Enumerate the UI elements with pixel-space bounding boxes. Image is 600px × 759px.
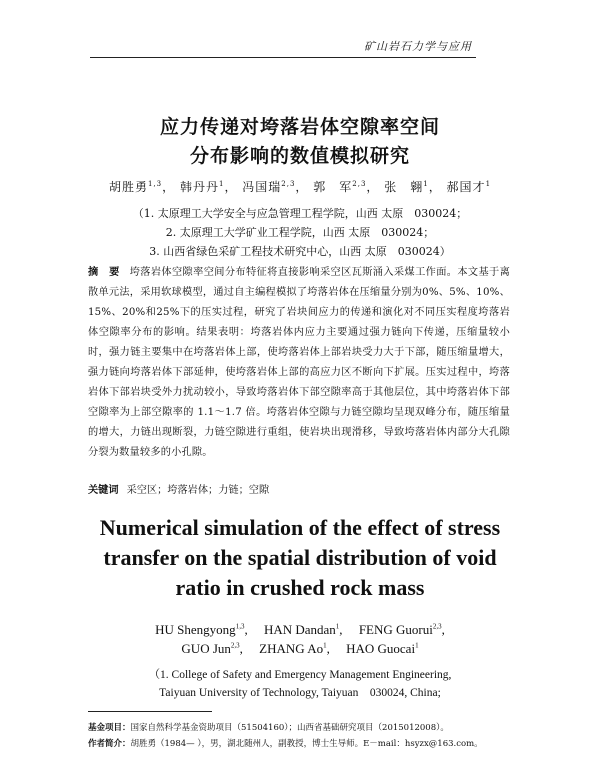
abstract-text: 垮落岩体空隙率空间分布特征将直接影响采空区瓦斯涌入采煤工作面。本文基于离散单元法，采用软球模型，通过自主编程模拟了垮落岩体在压缩量分别为0%、5%、10%、15%、20%和25%下的压实过程，研究了岩块间应力的传递和演化对不同压实程度垮落岩体空隙率分布的影响。结果表明：垮落岩体内应力主要通过强力链向下传递，压缩量较小时，强力链主要集中在垮落岩体上部，使垮落岩体上部岩块受力大于下部，随压缩量增大，强力链向垮落岩体下部延伸，使垮落岩体上部的高应力区不断向下扩展。压实过程中，垮落岩体下部岩块受外力扰动较小，导致垮落岩体下部空隙率高于其他层位，其中垮落岩体下部空隙率为上部空隙率的 1.1～1.7 倍。垮落岩体空隙与力链空隙均呈现双峰分布，随压缩量的增大，力链出现断裂，力链空隙进行重组，使岩块出现滑移，导致垮落岩体内部分大孔隙分裂为数量较多的小孔隙。 bbox=[88, 267, 510, 458]
en-title-line-3: ratio in crushed rock mass bbox=[175, 575, 425, 600]
abstract bbox=[88, 262, 510, 463]
cn-affiliation-1: （1. 太原理工大学安全与应急管理工程学院，山西 太原 030024； bbox=[132, 207, 468, 220]
en-title-line-1: Numerical simulation of the effect of stress bbox=[99, 515, 501, 540]
cn-author: 张 翱 bbox=[384, 180, 424, 194]
cn-author: 冯国瑞 bbox=[242, 180, 282, 194]
en-author: HAO Guocai bbox=[346, 641, 416, 656]
en-author: ZHANG Ao bbox=[259, 641, 324, 656]
en-affiliation-2: Taiyuan University of Technology, Taiyuan 030024, China; bbox=[159, 687, 441, 699]
cn-author: 郭 军 bbox=[313, 180, 353, 194]
en-author: GUO Jun bbox=[181, 641, 231, 656]
cn-author: 胡胜勇 bbox=[108, 180, 148, 194]
en-authors-line-2: GUO Jun$^{2,3}$, ZHANG Ao$^1$, HAO Guocai$^1$ bbox=[181, 641, 419, 656]
en-author: FENG Guorui bbox=[358, 622, 433, 637]
header-rule bbox=[90, 57, 476, 58]
running-header: 矿山岩石力学与应用 bbox=[364, 40, 472, 53]
en-title-line-2: transfer on the spatial distribution of void bbox=[103, 545, 497, 570]
cn-authors: 胡胜勇$^{1,3}$， 韩丹丹$^1$， 冯国瑞$^{2,3}$， 郭 军$^{2,3}$， 张 翱$^1$， 郝国才$^1$ bbox=[108, 180, 492, 194]
cn-title-line-1: 应力传递对垮落岩体空隙率空间 bbox=[159, 116, 440, 138]
keywords bbox=[88, 481, 510, 496]
keywords-label: 关键词 bbox=[88, 484, 119, 496]
cn-author: 韩丹丹 bbox=[179, 180, 219, 194]
cn-author: 郝国才 bbox=[446, 180, 486, 194]
en-author: HU Shengyong bbox=[155, 622, 236, 637]
cn-title-line-2: 分布影响的数值模拟研究 bbox=[189, 145, 410, 167]
en-authors-line-1: HU Shengyong$^{1,3}$, HAN Dandan$^1$, FENG Guorui$^{2,3}$, bbox=[155, 622, 445, 637]
abstract-label: 摘 要 bbox=[88, 266, 120, 278]
en-author: HAN Dandan bbox=[263, 622, 336, 637]
cn-affiliation-2: 2. 太原理工大学矿业工程学院，山西 太原 030024； bbox=[165, 226, 435, 239]
footnote-fund: 基金项目：国家自然科学基金资助项目（51504160）；山西省基础研究项目（2015012008）。 bbox=[88, 723, 449, 733]
footnote-rule bbox=[88, 711, 212, 712]
cn-affiliation-3: 3. 山西省绿色采矿工程技术研究中心，山西 太原 030024） bbox=[149, 245, 451, 258]
keywords-text: 采空区；垮落岩体；力链；空隙 bbox=[126, 485, 270, 496]
en-affiliation-1: （1. College of Safety and Emergency Management Engineering, bbox=[148, 669, 452, 681]
footnote-author: 作者简介：胡胜勇（1984— ），男，湖北随州人，副教授，博士生导师。E－mail：hsyzx@163.com。 bbox=[88, 739, 483, 749]
